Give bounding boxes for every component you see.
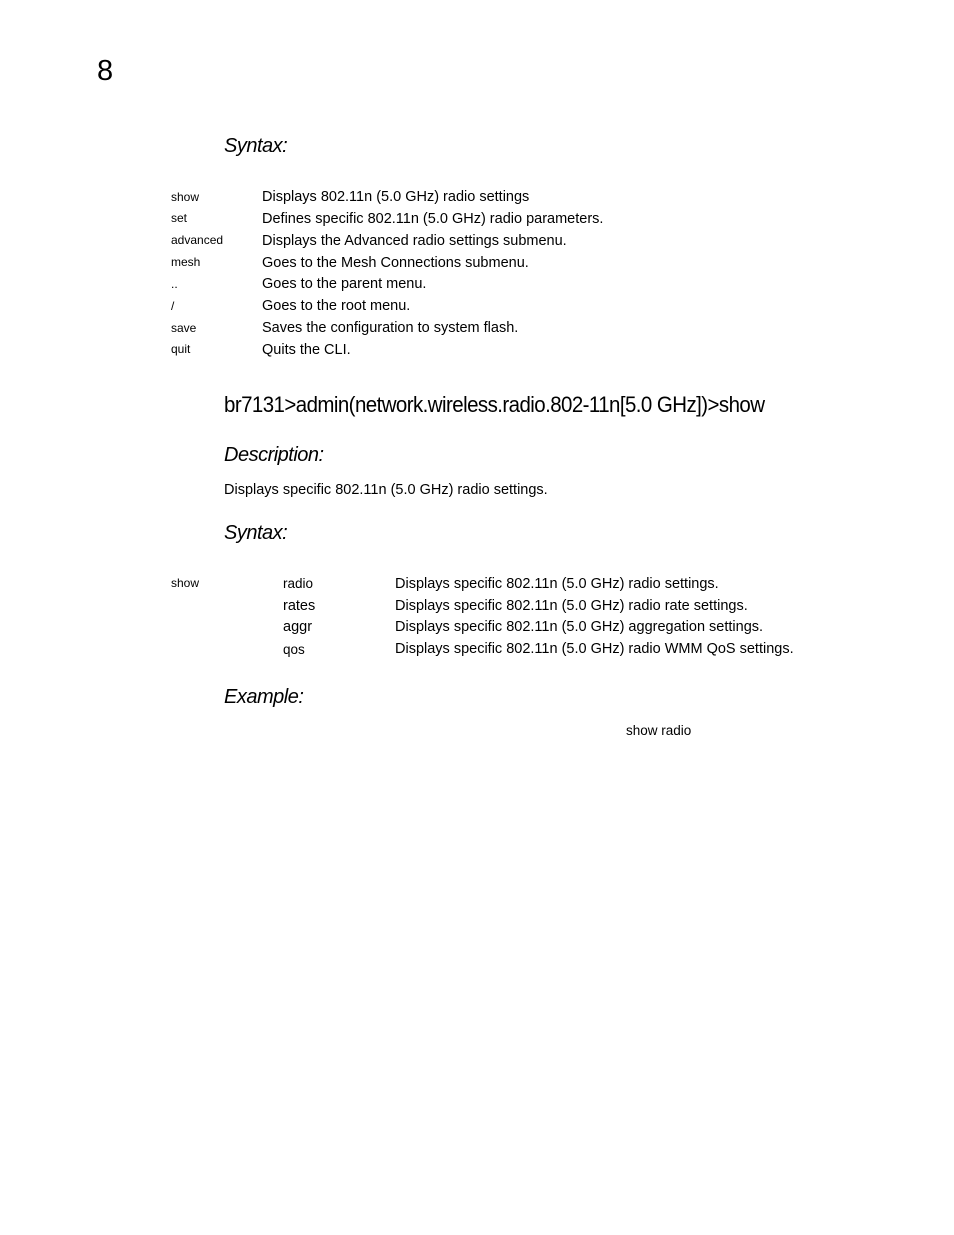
- syntax-description: Displays specific 802.11n (5.0 GHz) radio WMM QoS settings.: [395, 641, 794, 657]
- syntax-argument: rates: [283, 598, 316, 614]
- syntax-argument: radio: [283, 576, 314, 591]
- description-heading: Description:: [224, 444, 324, 466]
- syntax-description: Displays specific 802.11n (5.0 GHz) radio settings.: [395, 576, 719, 592]
- example-code: show radio: [626, 723, 692, 738]
- syntax-command: show: [171, 576, 200, 590]
- syntax-heading: Syntax:: [224, 522, 288, 544]
- syntax-description: Displays the Advanced radio settings submenu.: [262, 233, 567, 249]
- syntax-description: Saves the configuration to system flash.: [262, 320, 519, 336]
- syntax-description: Displays 802.11n (5.0 GHz) radio settings: [262, 189, 530, 205]
- example-heading: Example:: [224, 686, 304, 708]
- syntax-description: Defines specific 802.11n (5.0 GHz) radio parameters.: [262, 211, 604, 227]
- syntax-command: advanced: [171, 233, 224, 247]
- syntax-description: Displays specific 802.11n (5.0 GHz) aggregation settings.: [395, 619, 764, 635]
- syntax-command: save: [171, 321, 197, 335]
- section-title: br7131>admin(network.wireless.radio.802-11n[5.0 GHz])>show: [224, 392, 765, 417]
- syntax-description: Goes to the root menu.: [262, 298, 411, 314]
- syntax-command: quit: [171, 342, 191, 356]
- syntax-description: Goes to the Mesh Connections submenu.: [262, 255, 529, 271]
- syntax-command: mesh: [171, 255, 201, 269]
- chapter-number: 8: [97, 55, 114, 87]
- syntax-description: Quits the CLI.: [262, 342, 351, 358]
- syntax-command: show: [171, 190, 200, 204]
- syntax-argument: aggr: [283, 619, 313, 635]
- syntax-description: Goes to the parent menu.: [262, 276, 427, 292]
- syntax-command: set: [171, 211, 188, 225]
- syntax-description: Displays specific 802.11n (5.0 GHz) radio rate settings.: [395, 598, 748, 614]
- syntax-command: /: [171, 299, 175, 313]
- syntax-command: ..: [171, 277, 178, 291]
- description-text: Displays specific 802.11n (5.0 GHz) radio settings.: [224, 482, 548, 498]
- syntax-heading: Syntax:: [224, 135, 288, 157]
- syntax-argument: qos: [283, 642, 305, 657]
